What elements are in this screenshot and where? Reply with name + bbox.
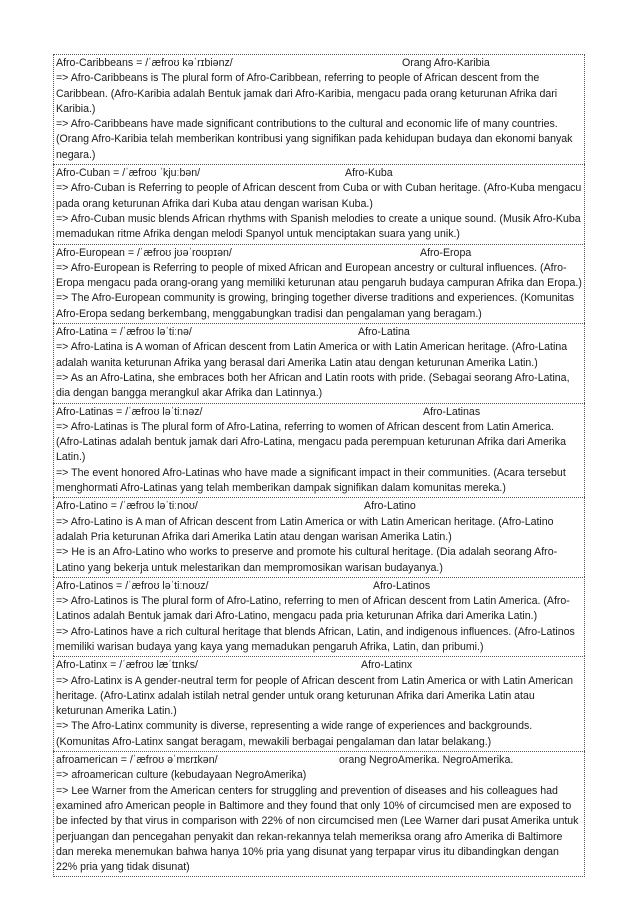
example-line: => Afro-Cuban music blends African rhythms with Spanish melodies to create a unique sound. (Musik Afro-Kuba memadukan ritme Afrika dengan melodi Spanyol untuk menciptakan suara yang unik.) [56, 212, 581, 241]
definition-line: => Afro-European is Referring to people of mixed African and European ancestry or cultural influences. (Afro-Eropa mengacu pada orang-orang yang memiliki keturunan atau pengaruh budaya campuran Afrika dan Eropa.) [56, 261, 582, 290]
entry-afro-cuban [53, 164, 585, 243]
definition-line: => Afro-Latina is A woman of African descent from Latin America or with Latin American heritage. (Afro-Latina adalah wanita keturunan Afrika yang berasal dari Amerika Latin atau dengan keturunan Amerika Latin.) [56, 341, 568, 369]
entry-heading [56, 246, 582, 261]
term-pronunciation: Afro-Latinos = /ˈæfroʊ ləˈtiːnoʊz/ [56, 579, 209, 592]
term-pronunciation: Afro-Cuban = /ˈæfroʊ ˈkjuːbən/ [56, 167, 201, 180]
definition-line: => Afro-Latinas is The plural form of Afro-Latina, referring to women of African descent from Latin America. (Afro-Latinas adalah bentuk jamak dari Afro-Latina, mengacu pada perempuan keturunan Afrika dari Amerika Latin.) [56, 420, 566, 464]
term-pronunciation: Afro-Caribbeans = /ˈæfroʊ kəˈrɪbiənz/ [56, 57, 233, 69]
term-pronunciation: Afro-Latino = /ˈæfroʊ ləˈtiːnoʊ/ [56, 500, 198, 513]
entry-heading [56, 499, 582, 514]
term-translation: Afro-Latino [364, 500, 416, 513]
entry-afro-latinos [53, 577, 585, 656]
definition-line: => Afro-Latino is A man of African descent from Latin America or with Latin American heritage. (Afro-Latino adalah Pria keturunan Afrika dari Amerika Latin atau dengan warisan Amerika Latin.) [56, 515, 554, 543]
example-line: => The Afro-European community is growing, bringing together diverse traditions and experiences. (Komunitas Afro-Eropa sedang berkembang, menggabungkan tradisi dan pengalaman yang beragam.) [56, 292, 575, 320]
definition-line: => Afro-Cuban is Referring to people of African descent from Cuba or with Cuban heritage. (Afro-Kuba mengacu pada orang keturunan Afrika dari Kuba atau dengan warisan Kuba.) [56, 182, 582, 210]
example-line: => Afro-Caribbeans have made significant contributions to the cultural and economic life of many countries. (Orang Afro-Karibia telah memberikan kontribusi yang signifikan pada kehidupan budaya dan ekonomi banyak negara.) [56, 118, 573, 161]
example-line: => Afro-Latinos have a rich cultural heritage that blends African, Latin, and indigenous influences. (Afro-Latinos memiliki warisan budaya yang kaya yang memadukan pengaruh Afrika, Latin, dan pribumi.) [56, 625, 575, 653]
term-translation: Afro-Latinas [423, 405, 481, 418]
example-line: => Lee Warner from the American centers for struggling and prevention of diseases and his colleagues had examined afro American people in Baltimore and they found that only 10% of circumcised men are exposed to be infected by that virus in comparison with 22% of non circumcised men (Lee Warner dari pusat Amerika untuk perjuangan dan pencegahan penyakit dan rekan-rekannya telah memeriksa orang afro Amerika di Baltimore dan mereka menemukan bahwa hanya 10% pria yang disunat yang terpapar virus itu dibandingkan dengan 22% pria yang tidak disunat) [56, 784, 579, 874]
entry-heading [56, 753, 582, 768]
term-translation: Afro-Latinx [361, 659, 413, 672]
entry-afro-caribbeans [53, 54, 585, 164]
term-pronunciation: Afro-Latinas = /ˈæfroʊ ləˈtiːnəz/ [56, 405, 203, 418]
entry-afro-european [53, 244, 585, 323]
example-line: => The event honored Afro-Latinas who have made a significant impact in their communities. (Acara tersebut menghormati Afro-Latinas yang telah memberikan dampak signifikan dalam komunitas mereka.) [56, 466, 566, 495]
definition-line: => Afro-Latinx is A gender-neutral term for people of African descent from Latin America or with Latin American heritage. (Afro-Latinx adalah istilah netral gender untuk orang keturunan Afrika dari Amerika Latin atau keturunan Amerika Latin.) [56, 674, 574, 718]
entry-heading [56, 405, 582, 420]
entry-heading [56, 579, 582, 594]
term-pronunciation: Afro-European = /ˈæfroʊ jʊəˈroʊpɪən/ [56, 246, 232, 259]
entry-heading [56, 56, 582, 71]
term-translation: orang NegroAmerika. NegroAmerika. [339, 754, 514, 767]
entry-afroamerican [53, 751, 585, 877]
example-line: => The Afro-Latinx community is diverse, representing a wide range of experiences and backgrounds. (Komunitas Afro-Latinx sangat beragam, mewakili berbagai pengalaman dan latar belakang.) [56, 720, 533, 748]
term-pronunciation: Afro-Latina = /ˈæfroʊ ləˈtiːnə/ [56, 326, 192, 339]
vocabulary-table [53, 54, 585, 877]
term-translation: Afro-Latinos [373, 579, 431, 592]
term-translation: Afro-Latina [358, 326, 410, 339]
term-pronunciation: afroamerican = /ˈæfroʊ əˈmɛrɪkən/ [56, 754, 218, 767]
entry-afro-latina [53, 323, 585, 402]
term-pronunciation: Afro-Latinx = /ˈæfroʊ læˈtɪnks/ [56, 659, 198, 672]
definition-line: => afroamerican culture (kebudayaan NegroAmerika) [56, 769, 307, 782]
definition-line: => Afro-Caribbeans is The plural form of Afro-Caribbean, referring to people of African descent from the Caribbean. (Afro-Karibia adalah Bentuk jamak dari Afro-Karibia, mengacu pada orang keturunan Afrika dari Karibia.) [56, 72, 558, 115]
term-translation: Afro-Eropa [420, 246, 472, 259]
entry-heading [56, 166, 582, 181]
term-translation: Afro-Kuba [345, 167, 393, 180]
entry-heading [56, 658, 582, 673]
term-translation: Orang Afro-Karibia [402, 57, 490, 69]
entry-heading [56, 325, 582, 340]
entry-afro-latino [53, 497, 585, 576]
example-line: => He is an Afro-Latino who works to preserve and promote his cultural heritage. (Dia adalah seorang Afro-Latino yang bekerja untuk melestarikan dan mempromosikan warisan budayanya.) [56, 546, 558, 574]
example-line: => As an Afro-Latina, she embraces both her African and Latin roots with pride. (Sebagai seorang Afro-Latina, dia dengan bangga merangkul akar Afrika dan Latinnya.) [56, 371, 570, 400]
entry-afro-latinas [53, 403, 585, 498]
entry-afro-latinx [53, 656, 585, 751]
definition-line: => Afro-Latinos is The plural form of Afro-Latino, referring to men of African descent from Latin America. (Afro-Latinos adalah Bentuk jamak dari Afro-Latino, mengacu pada pria keturunan Afrika dari Amerika Latin.) [56, 595, 570, 623]
